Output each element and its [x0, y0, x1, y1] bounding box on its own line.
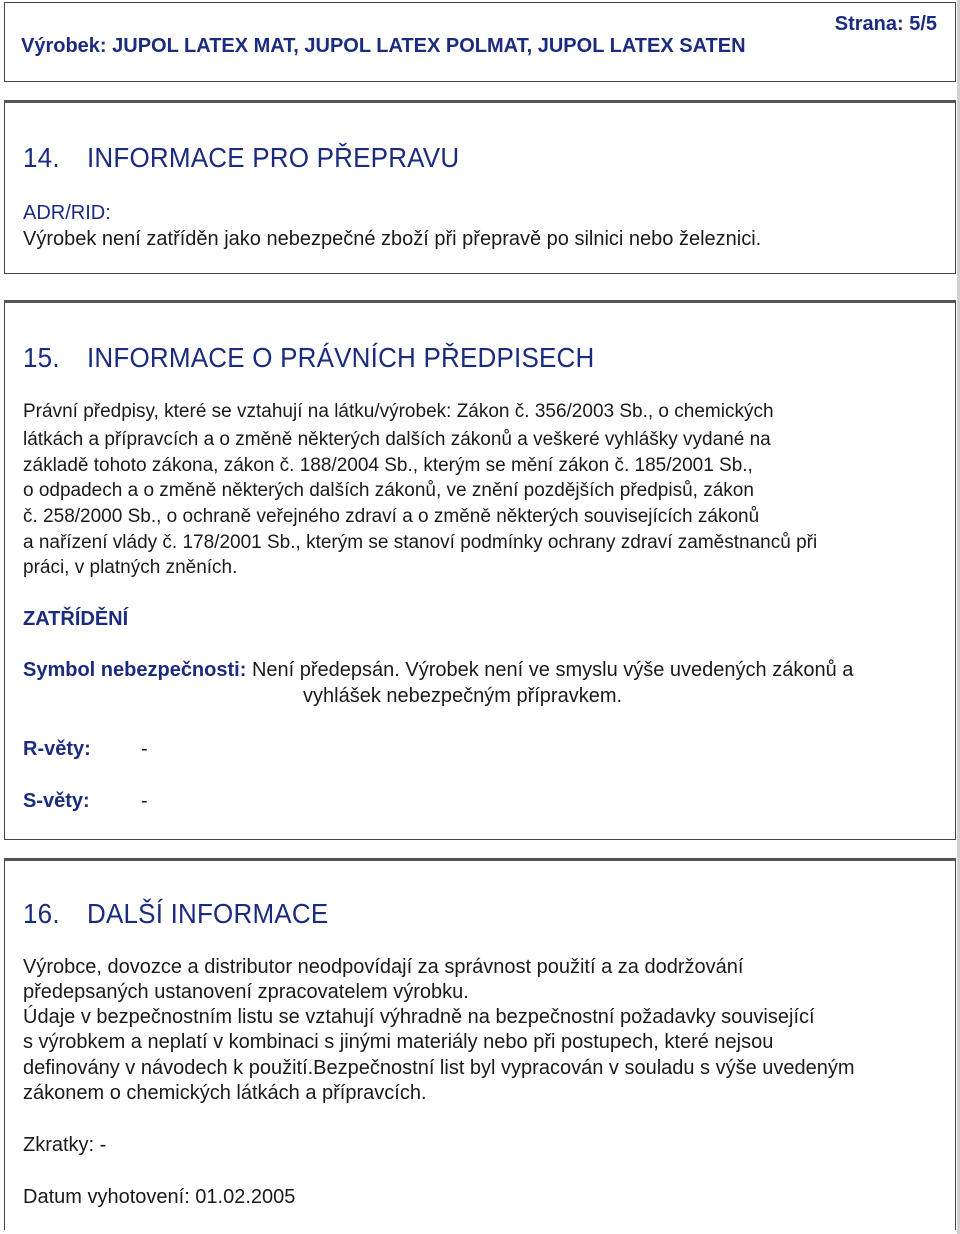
legislation-line: látkách a přípravcích a o změně některých dalších zákonů a veškeré vyhlášky vydané na	[23, 429, 771, 450]
legislation-line: práci, v platných zněních.	[23, 557, 238, 578]
info-line: Výrobce, dovozce a distributor neodpovídají za správnost použití a za dodržování	[23, 956, 744, 978]
issue-date: Datum vyhotovení: 01.02.2005	[23, 1186, 296, 1208]
section-heading: INFORMACE O PRÁVNÍCH PŘEDPISECH	[87, 341, 595, 374]
hazard-symbol-row	[23, 658, 853, 684]
adr-rid-label: ADR/RID:	[23, 202, 111, 224]
page-number: Strana: 5/5	[834, 13, 937, 35]
hazard-symbol-label: Symbol nebezpečnosti:	[23, 659, 247, 681]
section-number: 15.	[23, 341, 60, 374]
product-name: Výrobek: JUPOL LATEX MAT, JUPOL LATEX POLMAT, JUPOL LATEX SATEN	[21, 35, 746, 57]
r-phrases-value: -	[141, 738, 148, 760]
section-14-box	[4, 100, 956, 274]
section-number: 14.	[23, 141, 60, 174]
s-phrases-value: -	[141, 790, 148, 812]
section-15-title	[23, 341, 595, 374]
info-line: zákonem o chemických látkách a přípravcích.	[23, 1082, 427, 1104]
info-line: Údaje v bezpečnostním listu se vztahují výhradně na bezpečnostní požadavky související	[23, 1006, 815, 1028]
r-phrases-label: R-věty:	[23, 738, 91, 760]
legislation-line: základě tohoto zákona, zákon č. 188/2004 Sb., kterým se mění zákon č. 185/2001 Sb.,	[23, 455, 753, 476]
transport-text: Výrobek není zatříděn jako nebezpečné zboží při přepravě po silnici nebo železnici.	[23, 228, 762, 250]
legislation-line: o odpadech a o změně některých dalších zákonů, ve znění pozdějších předpisů, zákon	[23, 480, 754, 501]
classification-heading: ZATŘÍDĚNÍ	[23, 608, 129, 630]
legislation-line: a nařízení vlády č. 178/2001 Sb., kterým se stanoví podmínky ochrany zdraví zaměstnanců při	[23, 532, 818, 553]
hazard-symbol-text: Není předepsán. Výrobek není ve smyslu výše uvedených zákonů a	[251, 659, 854, 681]
section-heading: DALŠÍ INFORMACE	[87, 897, 329, 930]
section-heading: INFORMACE PRO PŘEPRAVU	[87, 141, 460, 174]
section-15-box	[4, 300, 956, 840]
s-phrases-label: S-věty:	[23, 790, 90, 812]
info-line: definovány v návodech k použití.Bezpečnostní list byl vypracován v souladu s výše uvedeným	[23, 1057, 855, 1079]
section-number: 16.	[23, 897, 60, 930]
section-14-title	[23, 141, 459, 174]
info-line: předepsaných ustanovení zpracovatelem výrobku.	[23, 981, 469, 1003]
abbreviations: Zkratky: -	[23, 1134, 107, 1156]
info-line: s výrobkem a neplatí v kombinaci s jinými materiály nebo při postupech, které nejsou	[23, 1031, 774, 1053]
hazard-symbol-text-cont: vyhlášek nebezpečným přípravkem.	[303, 685, 623, 707]
legislation-line: č. 258/2000 Sb., o ochraně veřejného zdraví a o změně některých souvisejících zákonů	[23, 506, 760, 527]
legislation-line: Právní předpisy, které se vztahují na látku/výrobek: Zákon č. 356/2003 Sb., o chemických	[23, 401, 774, 422]
section-16-title	[23, 897, 328, 930]
section-16-box	[4, 858, 956, 1230]
header-box	[4, 2, 956, 82]
